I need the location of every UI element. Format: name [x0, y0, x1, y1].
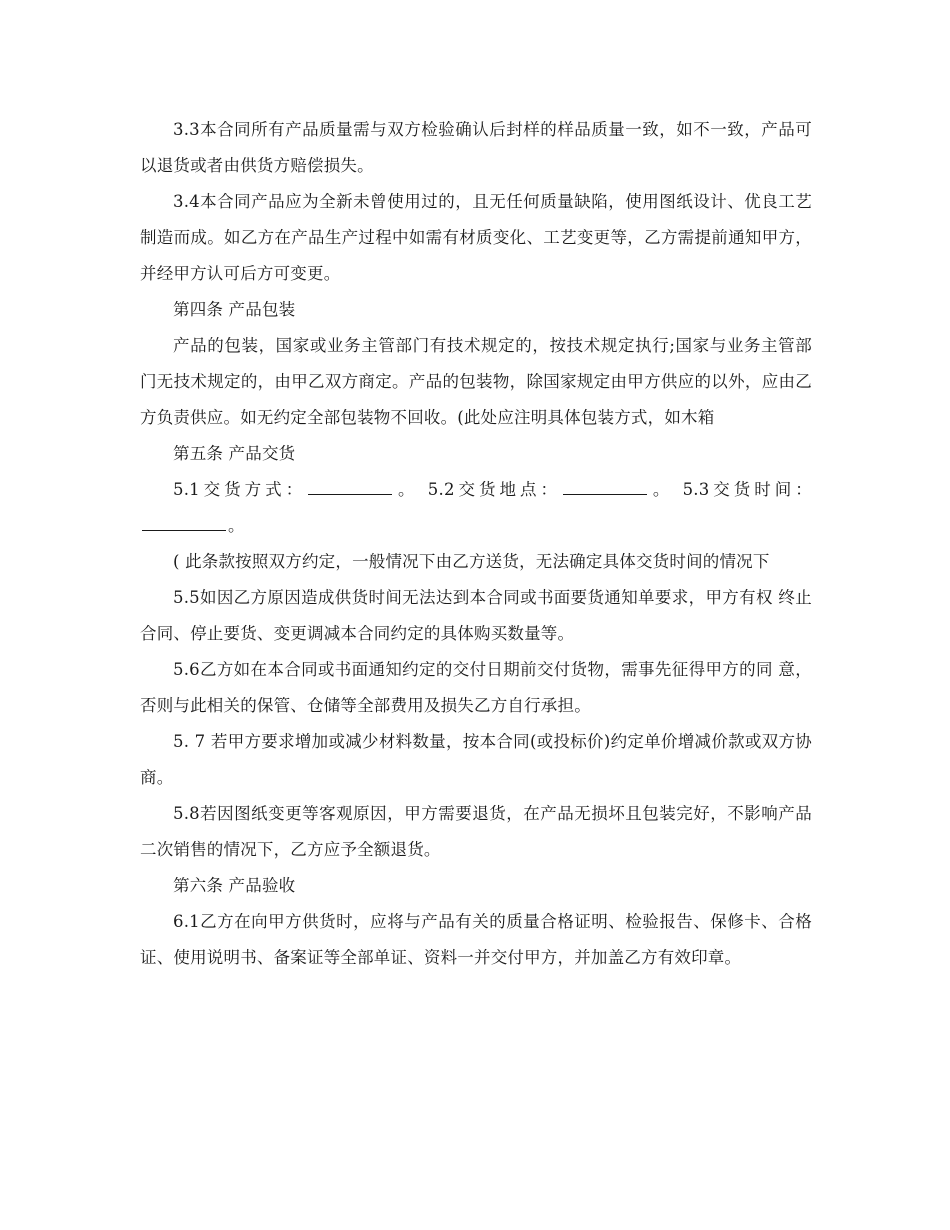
- delivery-method-label: 5.1交货方式：: [173, 480, 307, 499]
- clause-5-1-to-5-3: [140, 472, 812, 544]
- clause-5-5: 5.5如因乙方原因造成供货时间无法达到本合同或书面要货通知单要求，甲方有权 终止合同、停止要货、变更调减本合同约定的具体购买数量等。: [140, 588, 812, 643]
- article-5-note: ( 此条款按照双方约定，一般情况下由乙方送货，无法确定具体交货时间的情况下: [173, 552, 770, 571]
- clause-5-6: 5.6乙方如在本合同或书面通知约定的交付日期前交付货物，需事先征得甲方的同 意，否则与此相关的保管、仓储等全部费用及损失乙方自行承担。: [140, 660, 812, 715]
- clause-3-4: 3.4本合同产品应为全新未曾使用过的，且无任何质量缺陷，使用图纸设计、优良工艺制造而成。如乙方在产品生产过程中如需有材质变化、工艺变更等，乙方需提前通知甲方，并经甲方认可后方可变更。: [140, 192, 812, 283]
- clause-3-3: 3.3本合同所有产品质量需与双方检验确认后封样的样品质量一致，如不一致，产品可以退货或者由供货方赔偿损失。: [140, 120, 812, 175]
- delivery-location-label: 。 5.2交货地点：: [394, 480, 562, 499]
- clause-5-8: 5.8若因图纸变更等客观原因，甲方需要退货，在产品无损坏且包装完好，不影响产品二次销售的情况下，乙方应予全额退货。: [140, 804, 812, 859]
- article-4-heading: 第四条 产品包装: [173, 300, 296, 319]
- article-5-heading: 第五条 产品交货: [173, 444, 296, 463]
- article-4-text: 产品的包装，国家或业务主管部门有技术规定的，按技术规定执行;国家与业务主管部门无技术规定的，由甲乙双方商定。产品的包装物，除国家规定由甲方供应的以外，应由乙方负责供应。如无约定全部包装物不回收。(此处应注明具体包装方式，如木箱: [140, 336, 812, 427]
- delivery-location-blank: [563, 478, 647, 495]
- document-body: [140, 112, 812, 976]
- delivery-time-label: 。 5.3交货时间：: [649, 480, 812, 499]
- delivery-time-blank: [142, 514, 226, 531]
- clause-6-1: 6.1乙方在向甲方供货时，应将与产品有关的质量合格证明、检验报告、保修卡、合格证、使用说明书、备案证等全部单证、资料一并交付甲方，并加盖乙方有效印章。: [140, 912, 812, 967]
- delivery-time-end: 。: [228, 516, 245, 535]
- delivery-method-blank: [308, 478, 392, 495]
- clause-5-7: 5. 7 若甲方要求增加或减少材料数量，按本合同(或投标价)约定单价增减价款或双方协商。: [140, 732, 812, 787]
- article-6-heading: 第六条 产品验收: [173, 876, 296, 895]
